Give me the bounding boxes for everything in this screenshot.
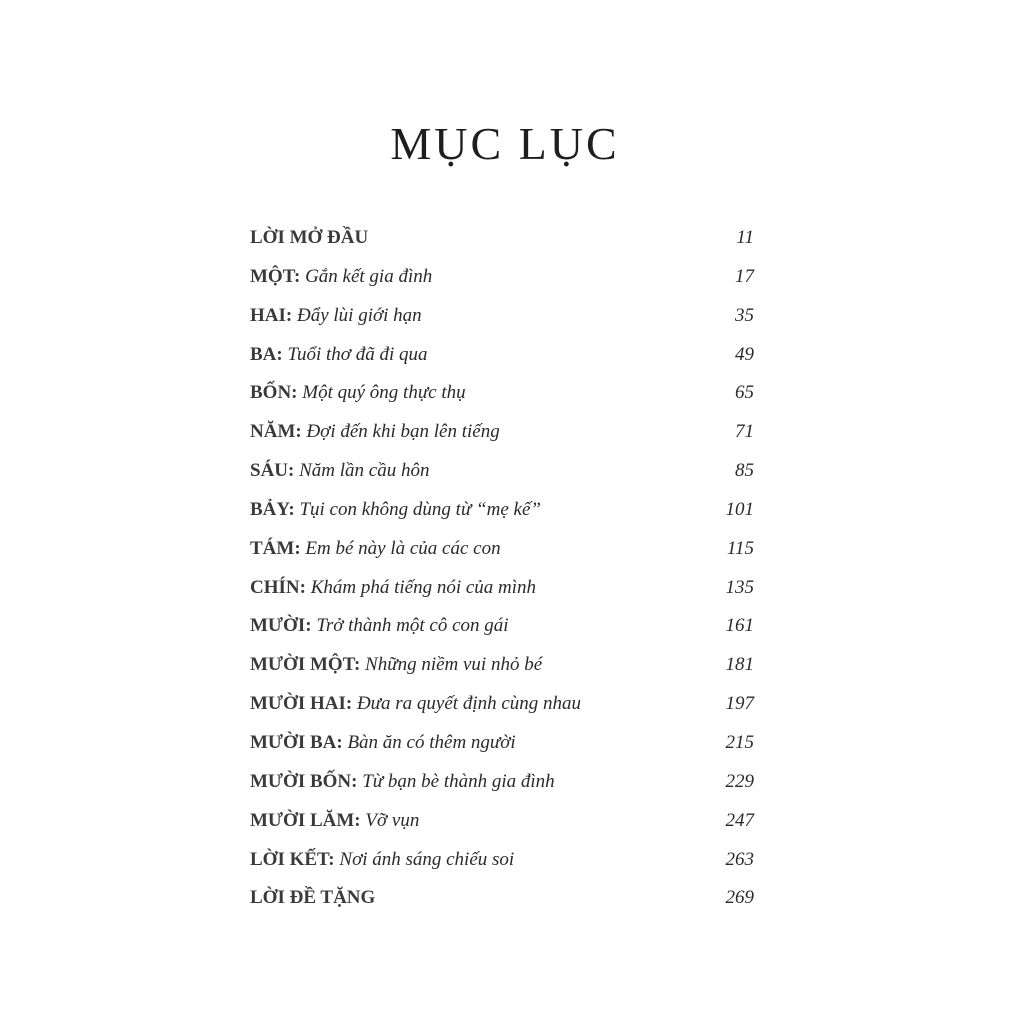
toc-entry bbox=[250, 841, 754, 880]
toc-entry bbox=[250, 530, 754, 569]
toc-entry-label: BA: bbox=[250, 343, 283, 365]
toc-entry-label: SÁU: bbox=[250, 460, 295, 482]
toc-entry bbox=[250, 452, 754, 491]
toc-entry-subtitle: Đẩy lùi giới hạn bbox=[296, 304, 422, 326]
toc-entry-label: HAI: bbox=[250, 304, 293, 326]
toc-entry-page: 35 bbox=[735, 304, 754, 326]
toc-entry-page: 85 bbox=[735, 460, 754, 482]
toc-entry bbox=[250, 297, 754, 336]
toc-entry bbox=[250, 569, 754, 608]
toc-entry bbox=[250, 607, 754, 646]
toc-entry bbox=[250, 646, 754, 685]
toc-entry bbox=[250, 879, 754, 918]
toc-entry-subtitle: Khám phá tiếng nói của mình bbox=[310, 576, 537, 598]
toc-entry-label: MƯỜI MỘT: bbox=[250, 654, 361, 676]
toc-entry-page: 65 bbox=[735, 382, 754, 404]
page-title: MỤC LỤC bbox=[390, 118, 620, 169]
toc-entry-page: 101 bbox=[725, 498, 754, 520]
toc-entry-label: MƯỜI BA: bbox=[250, 731, 343, 753]
toc-entry-subtitle: Trở thành một cô con gái bbox=[316, 615, 509, 637]
toc-entry-label: MƯỜI LĂM: bbox=[250, 809, 361, 831]
toc-entry-subtitle: Đưa ra quyết định cùng nhau bbox=[356, 693, 582, 715]
toc-entry-label: LỜI ĐỀ TẶNG bbox=[250, 887, 376, 909]
toc-list bbox=[250, 219, 754, 918]
toc-entry-label: BẢY: bbox=[250, 498, 295, 520]
toc-entry bbox=[250, 763, 754, 802]
toc-entry bbox=[250, 491, 754, 530]
toc-entry-label: BỐN: bbox=[250, 382, 298, 404]
toc-entry-label: LỜI MỞ ĐẦU bbox=[250, 227, 369, 248]
toc-entry bbox=[250, 336, 754, 375]
toc-entry-page: 181 bbox=[725, 654, 754, 676]
toc-entry-subtitle: Tuổi thơ đã đi qua bbox=[287, 343, 428, 365]
toc-entry-page: 247 bbox=[725, 809, 754, 831]
toc-entry-label: MƯỜI: bbox=[250, 615, 312, 637]
toc-entry-subtitle: Tụi con không dùng từ “mẹ kế” bbox=[299, 498, 541, 520]
toc-entry-page: 17 bbox=[735, 265, 754, 287]
toc-entry-page: 263 bbox=[725, 848, 754, 870]
toc-entry-label: MƯỜI BỐN: bbox=[250, 770, 358, 792]
toc-entry bbox=[250, 374, 754, 413]
toc-entry bbox=[250, 258, 754, 297]
toc-entry-subtitle: Gắn kết gia đình bbox=[305, 265, 433, 287]
toc-entry bbox=[250, 685, 754, 724]
toc-entry-label: CHÍN: bbox=[250, 576, 306, 598]
toc-entry-subtitle: Từ bạn bè thành gia đình bbox=[362, 770, 555, 792]
toc-entry-subtitle: Một quý ông thực thụ bbox=[302, 382, 466, 404]
toc-entry-label: MỘT: bbox=[250, 265, 301, 287]
toc-entry-subtitle: Năm lần cầu hôn bbox=[299, 460, 430, 482]
toc-entry-page: 269 bbox=[725, 887, 754, 909]
toc-entry-subtitle: Bàn ăn có thêm người bbox=[347, 731, 516, 753]
toc-entry-page: 71 bbox=[735, 421, 754, 443]
toc-entry-page: 49 bbox=[735, 343, 754, 365]
toc-entry-subtitle: Những niềm vui nhỏ bé bbox=[365, 654, 543, 676]
toc-entry bbox=[250, 802, 754, 841]
toc-entry-page: 197 bbox=[725, 693, 754, 715]
toc-entry bbox=[250, 219, 754, 258]
toc-entry-page: 135 bbox=[725, 576, 754, 598]
toc-entry-page: 161 bbox=[725, 615, 754, 637]
toc-entry-subtitle: Đợi đến khi bạn lên tiếng bbox=[306, 421, 500, 443]
toc-entry-page: 215 bbox=[725, 731, 754, 753]
toc-entry-page: 115 bbox=[726, 537, 754, 559]
toc-entry-label: NĂM: bbox=[250, 421, 302, 443]
toc-entry bbox=[250, 724, 754, 763]
toc-entry-page: 229 bbox=[725, 770, 754, 792]
toc-entry bbox=[250, 413, 754, 452]
toc-entry-label: MƯỜI HAI: bbox=[250, 693, 353, 715]
toc-entry-subtitle: Em bé này là của các con bbox=[305, 537, 501, 559]
toc-entry-label: LỜI KẾT: bbox=[250, 848, 335, 870]
toc-entry-page: 11 bbox=[736, 227, 754, 248]
toc-entry-subtitle: Nơi ánh sáng chiếu soi bbox=[339, 848, 515, 870]
toc-entry-subtitle: Vỡ vụn bbox=[365, 809, 420, 831]
toc-entry-label: TÁM: bbox=[250, 537, 301, 559]
